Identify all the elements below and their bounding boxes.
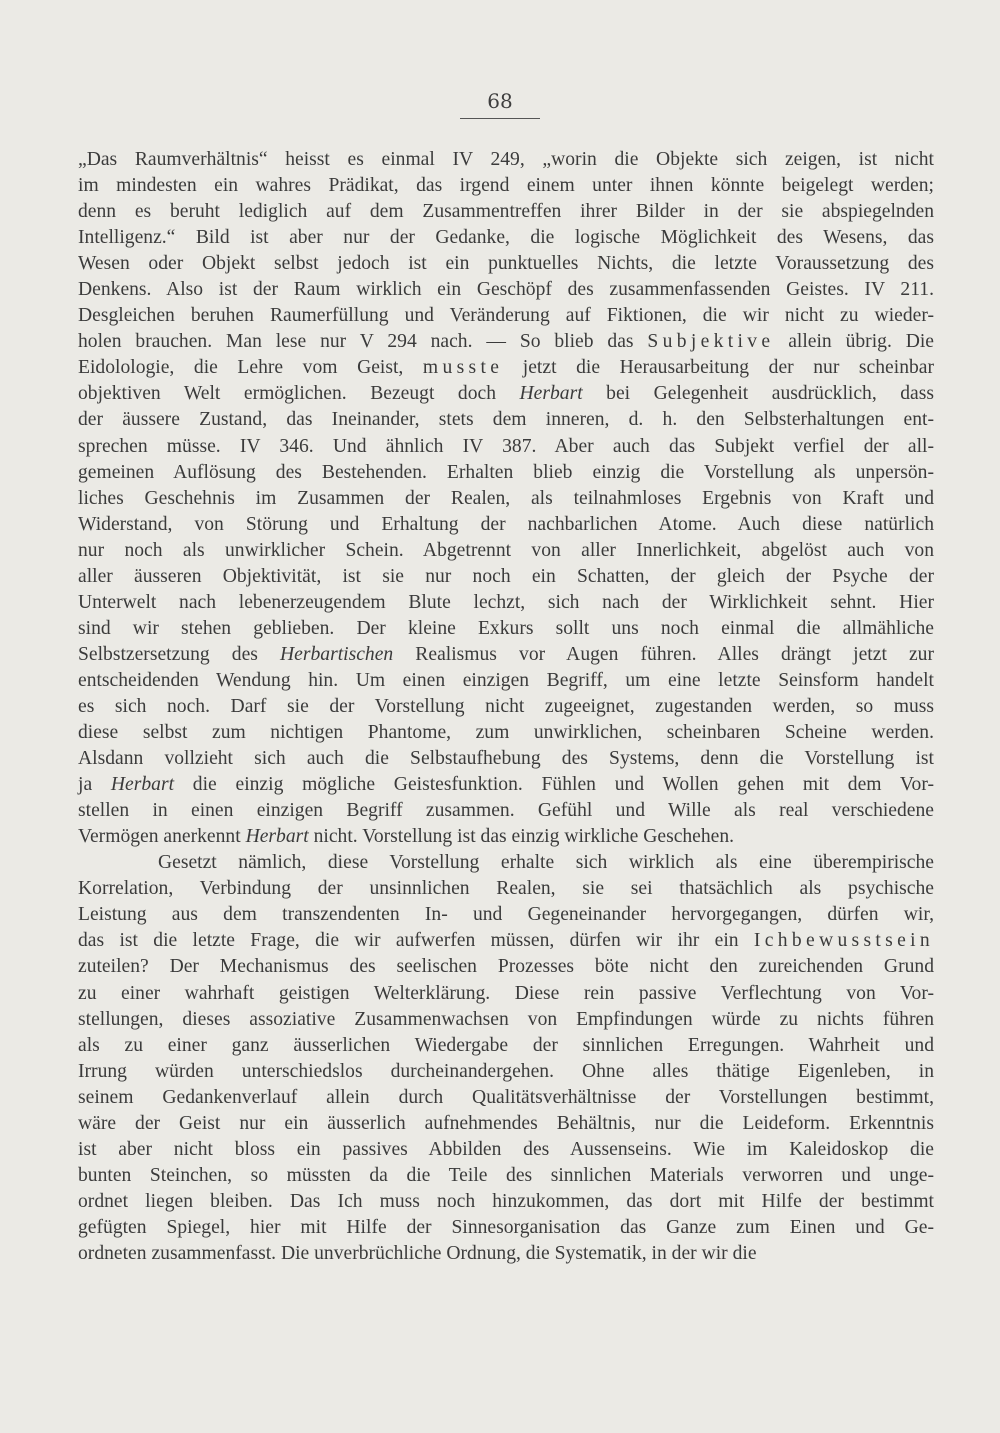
text-segment: das ist die letzte Frage, die wir aufwerfen müssen, dürfen wir ihr ein — [78, 930, 754, 952]
text-line — [78, 616, 934, 642]
text-line — [78, 954, 934, 980]
text-segment: Wesen oder Objekt selbst jedoch ist ein punktuelles Nichts, die letzte Voraussetzung des — [78, 253, 934, 275]
text-segment: stellungen, dieses assoziative Zusammenwachsen von Empfindungen würde zu nichts führen — [78, 1008, 934, 1030]
text-segment: Vermögen anerkennt — [78, 826, 246, 848]
italic-name: Herbart — [519, 383, 583, 405]
text-line — [78, 1189, 934, 1215]
text-segment: Korrelation, Verbindung der unsinnlichen Realen, sie sei thatsächlich als psychische — [78, 878, 934, 900]
text-segment: wäre der Geist nur ein äusserlich aufnehmendes Behältnis, nur die Leideform. Erkenntnis — [78, 1112, 934, 1134]
text-segment: Widerstand, von Störung und Erhaltung der nachbarlichen Atome. Auch diese natürlich — [78, 513, 934, 535]
text-line — [78, 981, 934, 1007]
text-line — [78, 381, 934, 407]
body-text — [78, 147, 934, 1267]
text-line — [78, 355, 934, 381]
text-line — [78, 1085, 934, 1111]
text-segment: diese selbst zum nichtigen Phantome, zum unwirklichen, scheinbaren Scheine werden. — [78, 722, 934, 744]
text-segment: sind wir stehen geblieben. Der kleine Exkurs sollt uns noch einmal die allmähliche — [78, 617, 934, 639]
text-segment: der äussere Zustand, das Ineinander, stets dem inneren, d. h. den Selbsterhaltungen ent- — [78, 409, 934, 431]
italic-name: Herbartischen — [280, 643, 394, 665]
text-segment: bunten Steinchen, so müssten da die Teile des sinnlichen Materials verworren und unge- — [78, 1164, 934, 1186]
text-line — [78, 668, 934, 694]
text-segment: Unterwelt nach lebenerzeugendem Blute lechzt, sich nach der Wirklichkeit sehnt. Hier — [78, 591, 934, 613]
text-segment: im mindesten ein wahres Prädikat, das irgend einem unter ihnen könnte beigelegt werden; — [78, 175, 934, 197]
text-line — [78, 1163, 934, 1189]
text-segment: ja — [78, 774, 111, 796]
text-segment: die einzig mögliche Geistesfunktion. Fühlen und Wollen gehen mit dem Vor- — [174, 774, 934, 796]
text-line — [78, 590, 934, 616]
text-segment: stellen in einen einzigen Begriff zusammen. Gefühl und Wille als real verschiedene — [78, 800, 934, 822]
text-segment: aller äusseren Objektivität, ist sie nur noch ein Schatten, der gleich der Psyche der — [78, 565, 934, 587]
text-line — [78, 329, 934, 355]
text-segment: sprechen müsse. IV 346. Und ähnlich IV 387. Aber auch das Subjekt verfiel der all- — [78, 435, 934, 457]
text-segment: holen brauchen. Man lese nur V 294 nach. — So blieb das — [78, 331, 648, 353]
text-segment: Alsdann vollzieht sich auch die Selbstaufhebung des Systems, denn die Vorstellung ist — [78, 748, 934, 770]
text-line — [78, 199, 934, 225]
text-line — [78, 876, 934, 902]
text-segment: Irrung würden unterschiedslos durcheinandergehen. Ohne alles thätige Eigenleben, in — [78, 1060, 934, 1082]
text-segment: gefügten Spiegel, hier mit Hilfe der Sinnesorganisation das Ganze zum Einen und Ge- — [78, 1216, 934, 1238]
text-line — [78, 434, 934, 460]
text-line — [78, 460, 934, 486]
text-segment: nur noch als unwirklicher Schein. Abgetrennt von aller Innerlichkeit, abgelöst auch von — [78, 539, 934, 561]
text-segment: Gesetzt nämlich, diese Vorstellung erhalte sich wirklich als eine überempirische — [158, 852, 934, 874]
text-line — [78, 564, 934, 590]
text-segment: es sich noch. Darf sie der Vorstellung nicht zugeeignet, zugestanden werden, so muss — [78, 695, 934, 717]
text-line — [78, 251, 934, 277]
text-line — [78, 1007, 934, 1033]
text-segment: allein übrig. Die — [774, 331, 935, 353]
text-line — [78, 928, 934, 954]
text-segment: Selbstzersetzung des — [78, 643, 280, 665]
text-segment: ordneten zusammenfasst. Die unverbrüchliche Ordnung, die Systematik, in der wir die — [78, 1242, 757, 1264]
spaced-emphasis: musste — [422, 357, 504, 379]
text-line — [78, 850, 934, 876]
text-line — [78, 303, 934, 329]
text-line — [78, 720, 934, 746]
text-segment: Denkens. Also ist der Raum wirklich ein Geschöpf des zusammenfassenden Geistes. IV 211. — [78, 279, 934, 301]
text-segment: bei Gelegenheit ausdrücklich, dass — [582, 383, 935, 405]
text-segment: zuteilen? Der Mechanismus des seelischen Prozesses böte nicht den zureichenden Grund — [78, 956, 934, 978]
text-segment: ordnet liegen bleiben. Das Ich muss noch hinzukommen, das dort mit Hilfe der bestimmt — [78, 1190, 934, 1212]
text-line — [78, 1241, 934, 1267]
text-line — [78, 642, 934, 668]
text-line — [78, 694, 934, 720]
text-line — [78, 512, 934, 538]
text-line — [78, 1033, 934, 1059]
text-line — [78, 147, 934, 173]
text-segment: ist aber nicht bloss ein passives Abbilden des Aussenseins. Wie im Kaleidoskop die — [78, 1138, 934, 1160]
text-line — [78, 277, 934, 303]
text-line — [78, 824, 934, 850]
text-segment: Eidolologie, die Lehre vom Geist, — [78, 357, 423, 379]
text-segment: entscheidenden Wendung hin. Um einen einzigen Begriff, um eine letzte Seinsform handelt — [78, 669, 934, 691]
text-segment: gemeinen Auflösung des Bestehenden. Erhalten blieb einzig die Vorstellung als unpersön- — [78, 461, 934, 483]
text-line — [78, 538, 934, 564]
text-line — [78, 1111, 934, 1137]
spaced-emphasis: Ichbewusstsein — [753, 930, 934, 952]
text-segment: seinem Gedankenverlauf allein durch Qualitätsverhältnisse der Vorstellungen bestimmt, — [78, 1086, 934, 1108]
text-line — [78, 1215, 934, 1241]
text-segment: objektiven Welt ermöglichen. Bezeugt doch — [78, 383, 520, 405]
text-line — [78, 746, 934, 772]
text-segment: zu einer wahrhaft geistigen Welterklärung. Diese rein passive Verflechtung von Vor- — [78, 982, 934, 1004]
text-segment: liches Geschehnis im Zusammen der Realen, als teilnahmloses Ergebnis von Kraft und — [78, 487, 934, 509]
text-segment: nicht. Vorstellung ist das einzig wirkliche Geschehen. — [308, 826, 735, 848]
italic-name: Herbart — [110, 774, 175, 796]
spaced-emphasis: Subjektive — [647, 331, 775, 353]
text-line — [78, 407, 934, 433]
text-segment: Intelligenz.“ Bild ist aber nur der Gedanke, die logische Möglichkeit des Wesens, das — [78, 227, 934, 249]
text-segment: Leistung aus dem transzendenten In- und Gegeneinander hervorgegangen, dürfen wir, — [78, 904, 934, 926]
text-line — [78, 225, 934, 251]
text-line — [78, 772, 934, 798]
text-segment: jetzt die Herausarbeitung der nur scheinbar — [503, 357, 935, 379]
text-line — [78, 486, 934, 512]
text-segment: Realismus vor Augen führen. Alles drängt jetzt zur — [393, 643, 935, 665]
text-segment: denn es beruht lediglich auf dem Zusammentreffen ihrer Bilder in der sie abspiegelnden — [78, 201, 934, 223]
text-line — [78, 798, 934, 824]
header-rule — [460, 118, 540, 119]
text-line — [78, 173, 934, 199]
text-line — [78, 902, 934, 928]
text-segment: als zu einer ganz äusserlichen Wiedergabe der sinnlichen Erregungen. Wahrheit und — [78, 1034, 934, 1056]
italic-name: Herbart — [245, 826, 309, 848]
text-segment: Desgleichen beruhen Raumerfüllung und Veränderung auf Fiktionen, die wir nicht zu wieder- — [78, 305, 934, 327]
text-segment: „Das Raumverhältnis“ heisst es einmal IV 249, „worin die Objekte sich zeigen, ist nicht — [78, 149, 934, 170]
page-number: 68 — [487, 89, 513, 113]
text-line — [78, 1137, 934, 1163]
text-line — [78, 1059, 934, 1085]
